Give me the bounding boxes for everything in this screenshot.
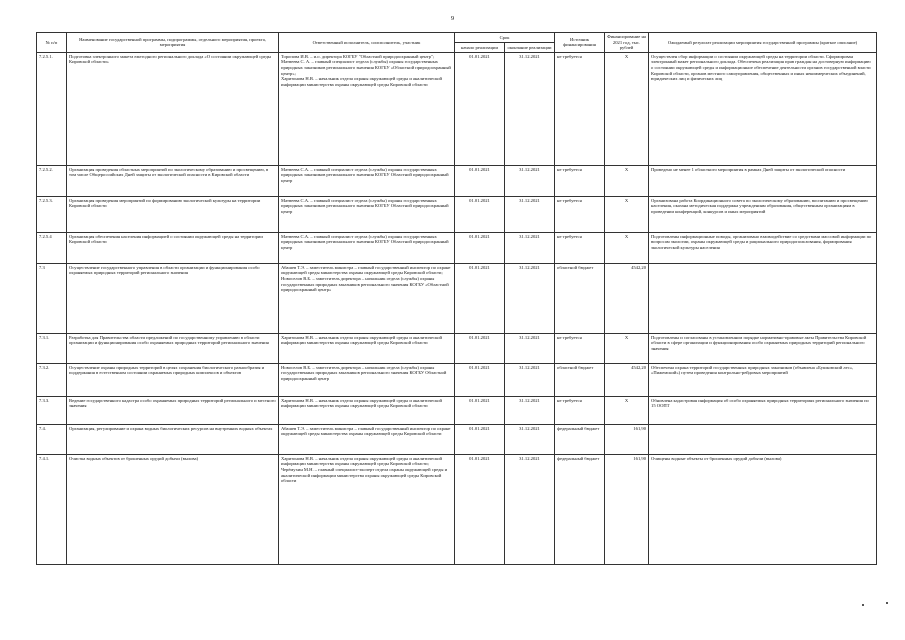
cell-num: 7.4. — [37, 424, 67, 454]
cell-end: 31.12.2021 — [505, 333, 555, 363]
cell-executor: Матвеева С.А. – главный специалист отдела (службы) охраны государственных природных заказников регионального значения КОГБУ Областной природоохранный центр — [279, 196, 455, 232]
cell-end: 31.12.2021 — [505, 165, 555, 196]
cell-num: 7.3 — [37, 263, 67, 333]
header-executor: Ответственный исполнитель, соисполнитель, участник — [279, 33, 455, 53]
cell-result: Подготовлены и согласованы в установленном порядке нормативно-правовые акты Правительства Кировской области в сфере организации и функционирования особо охраняемых природных территорий регионального значения — [649, 333, 877, 363]
cell-executor: Новоселов В.Б. – заместитель директора – начальник отдела (службы) охраны государственных природных заказников регионального значения КОГБУ Областной природоохранный центр — [279, 363, 455, 396]
cell-num: 7.4.1. — [37, 454, 67, 564]
cell-end: 31.12.2021 — [505, 363, 555, 396]
cell-result: Осуществлен сбор информации о состоянии окружающей среды на территории области. Сформирован электронный макет регионального доклада. Обеспечена реализация прав граждан на достоверную информацию о состоянии окружающей среды и информационное обеспечение деятельности органов государственной власти Кировской области, органов местного самоуправления, общественных и иных некоммерческих объединений, юридических лиц и физических лиц — [649, 52, 877, 165]
cell-source: областной бюджет — [555, 263, 605, 333]
cell-name: Осуществление охраны природных территорий в целях сохранения биологического разнообразия и поддержания в естественном состоянии охраняемых природных комплексов и объектов — [67, 363, 279, 396]
header-source: Источник финансирования — [555, 33, 605, 53]
cell-source: не требуется — [555, 165, 605, 196]
cell-start: 01.01.2021 — [455, 263, 505, 333]
header-funding: Финансирование на 2021 год, тыс. рублей — [605, 33, 649, 53]
cell-result: Подготовлены информационные поводы, организовано взаимодействие со средствами массовой информации по вопросам экологии, охраны окружающей среды и рационального природопользования, формирования экологической культуры населения — [649, 232, 877, 263]
cell-funding: X — [605, 52, 649, 165]
header-result: Ожидаемый результат реализации мероприятия государственной программы (краткое описание) — [649, 33, 877, 53]
table-row — [37, 263, 877, 333]
cell-source: не требуется — [555, 196, 605, 232]
cell-result — [649, 263, 877, 333]
cell-start: 01.01.2021 — [455, 52, 505, 165]
cell-result: Организована работа Координационного совета по экологическому образованию, воспитанию и просвещению населения, оказана методическая поддержка учреждениям образования, общественным организациям в проведении конференций, конкурсов и иных мероприятий — [649, 196, 877, 232]
cell-num: 7.3.2. — [37, 363, 67, 396]
cell-source: не требуется — [555, 396, 605, 424]
cell-source: федеральный бюджет — [555, 424, 605, 454]
page-number: 9 — [450, 15, 455, 22]
table-row — [37, 52, 877, 165]
cell-name: Очистка водных объектов от брошенных орудий добычи (вылова) — [67, 454, 279, 564]
scan-speck — [886, 602, 888, 604]
cell-result: Проведено не менее 1 областного мероприятия в рамках Дней защиты от экологической опасности — [649, 165, 877, 196]
cell-name: Ведение государственного кадастра особо охраняемых природных территорий регионального и местного значения — [67, 396, 279, 424]
cell-end: 31.12.2021 — [505, 396, 555, 424]
cell-result: Обновлена кадастровая информация об особо охраняемых природных территориях регионального значения по 15 ООПТ — [649, 396, 877, 424]
cell-funding: 4542,20 — [605, 363, 649, 396]
cell-name: Разработка для Правительства области предложений по государственному управлению в области организации и функционирования особо охраняемых природных территорий регионального значения — [67, 333, 279, 363]
cell-name: Подготовка электронного макета ежегодного регионального доклада «О состоянии окружающей среды Кировской области» — [67, 52, 279, 165]
table-row — [37, 165, 877, 196]
cell-source: не требуется — [555, 333, 605, 363]
cell-funding: X — [605, 196, 649, 232]
cell-executor: Торопова И.В. – и.о. директора КОГБУ "Областной природоохранный центр"; Матвеева С. А. – главный специалист отдела (службы) охраны государственных природных заказников регионального значения КОГБУ «Областной природоохранный центр»; Харитонова Н.В. – начальник отдела охраны окружающей среды и аналитической информации министерства охраны окружающей среды Кировской области — [279, 52, 455, 165]
cell-num: 7.2.5.1. — [37, 52, 67, 165]
table-row — [37, 232, 877, 263]
cell-funding: X — [605, 333, 649, 363]
header-end: окончание реализации — [505, 42, 555, 52]
cell-result: Обеспечена охрана территорий государственных природных заказников (объявлена «Бушковский лес», «Пижемский») путем проведения контрольно-рейдовых мероприятий — [649, 363, 877, 396]
cell-executor: Матвеева С.А. – главный специалист отдела (службы) охраны государственных природных заказников регионального значения КОГБУ Областной природоохранный центр — [279, 232, 455, 263]
cell-start: 01.01.2021 — [455, 424, 505, 454]
cell-name: Организация, регулирование и охрана водных биологических ресурсов на внутренних водных объектах — [67, 424, 279, 454]
cell-num: 7.2.5.3. — [37, 196, 67, 232]
cell-num: 7.2.5.4 — [37, 232, 67, 263]
cell-name: Организация обеспечения населения информацией о состоянии окружающей среды на территории Кировской области — [67, 232, 279, 263]
cell-executor: Харитонова Н.В. – начальник отдела охраны окружающей среды и аналитической информации министерства охраны окружающей среды Кировской области — [279, 333, 455, 363]
cell-source: федеральный бюджет — [555, 454, 605, 564]
table-row — [37, 424, 877, 454]
cell-num: 7.3.3. — [37, 396, 67, 424]
cell-end: 31.12.2021 — [505, 196, 555, 232]
table-row — [37, 363, 877, 396]
cell-start: 01.01.2021 — [455, 196, 505, 232]
cell-name: Организация проведения мероприятий по формированию экологической культуры на территории Кировской области — [67, 196, 279, 232]
header-num: № п/п — [37, 33, 67, 53]
cell-end: 31.12.2021 — [505, 454, 555, 564]
cell-start: 01.01.2021 — [455, 333, 505, 363]
cell-source: не требуется — [555, 232, 605, 263]
cell-start: 01.01.2021 — [455, 363, 505, 396]
table-header-row — [37, 33, 877, 43]
cell-executor: Абашев Т.Э. – заместитель министра – главный государственный инспектор по охране окружающей среды министерства охраны окружающей среды Кировской области — [279, 424, 455, 454]
cell-executor: Абашев Т.Э. – заместитель министра – главный государственный инспектор по охране окружающей среды министерства охраны окружающей среды Кировской области; Новоселов В.Б. – заместитель директора – начальник отдела (службы) охраны государственных природных заказников регионального значения КОГБУ «Областной природоохранный центр» — [279, 263, 455, 333]
cell-start: 01.01.2021 — [455, 396, 505, 424]
cell-end: 31.12.2021 — [505, 52, 555, 165]
table-row — [37, 396, 877, 424]
cell-start: 01.01.2021 — [455, 165, 505, 196]
table-row — [37, 454, 877, 564]
cell-source: областной бюджет — [555, 363, 605, 396]
cell-executor: Харитонова Н.В. – начальник отдела охраны окружающей среды и аналитической информации министерства охраны окружающей среды Кировской области — [279, 396, 455, 424]
cell-name: Осуществление государственного управления в области организации и функционирования особо охраняемых природных территорий регионального значения — [67, 263, 279, 333]
cell-funding: 161,90 — [605, 454, 649, 564]
cell-source: не требуется — [555, 52, 605, 165]
table-body — [37, 52, 877, 564]
header-term: Срок — [455, 33, 555, 43]
table-row — [37, 196, 877, 232]
scan-speck — [862, 604, 864, 606]
header-name: Наименование государственной программы, подпрограммы, отдельного мероприятия, проекта, мероприятия — [67, 33, 279, 53]
table-row — [37, 333, 877, 363]
cell-funding: X — [605, 165, 649, 196]
cell-num: 7.3.1. — [37, 333, 67, 363]
cell-start: 01.01.2021 — [455, 232, 505, 263]
cell-end: 31.12.2021 — [505, 232, 555, 263]
cell-result — [649, 424, 877, 454]
cell-start: 01.01.2021 — [455, 454, 505, 564]
cell-executor: Харитонова Н.В. – начальник отдела охраны окружающей среды и аналитической информации министерства охраны окружающей среды Кировской области; Черёмухин М.Н. – главный специалист-эксперт отдела охраны окружающей среды и аналитической информации министерства охраны окружающей среды Кировской области — [279, 454, 455, 564]
cell-result: Очищены водные объекты от брошенных орудий добычи (вылова) — [649, 454, 877, 564]
cell-name: Организация проведения областных мероприятий по экологическому образованию и просвещению, в том числе Общероссийских Дней защиты от экологической опасности в Кировской области — [67, 165, 279, 196]
cell-funding: 161,90 — [605, 424, 649, 454]
cell-funding: X — [605, 232, 649, 263]
cell-end: 31.12.2021 — [505, 424, 555, 454]
header-start: начало реализации — [455, 42, 505, 52]
cell-executor: Матвеева С.А. – главный специалист отдела (службы) охраны государственных природных заказников регионального значения КОГБУ Областной природоохранный центр — [279, 165, 455, 196]
cell-funding: X — [605, 396, 649, 424]
cell-funding: 4542,20 — [605, 263, 649, 333]
cell-end: 31.12.2021 — [505, 263, 555, 333]
cell-num: 7.2.5.2. — [37, 165, 67, 196]
program-measures-table — [36, 32, 877, 565]
